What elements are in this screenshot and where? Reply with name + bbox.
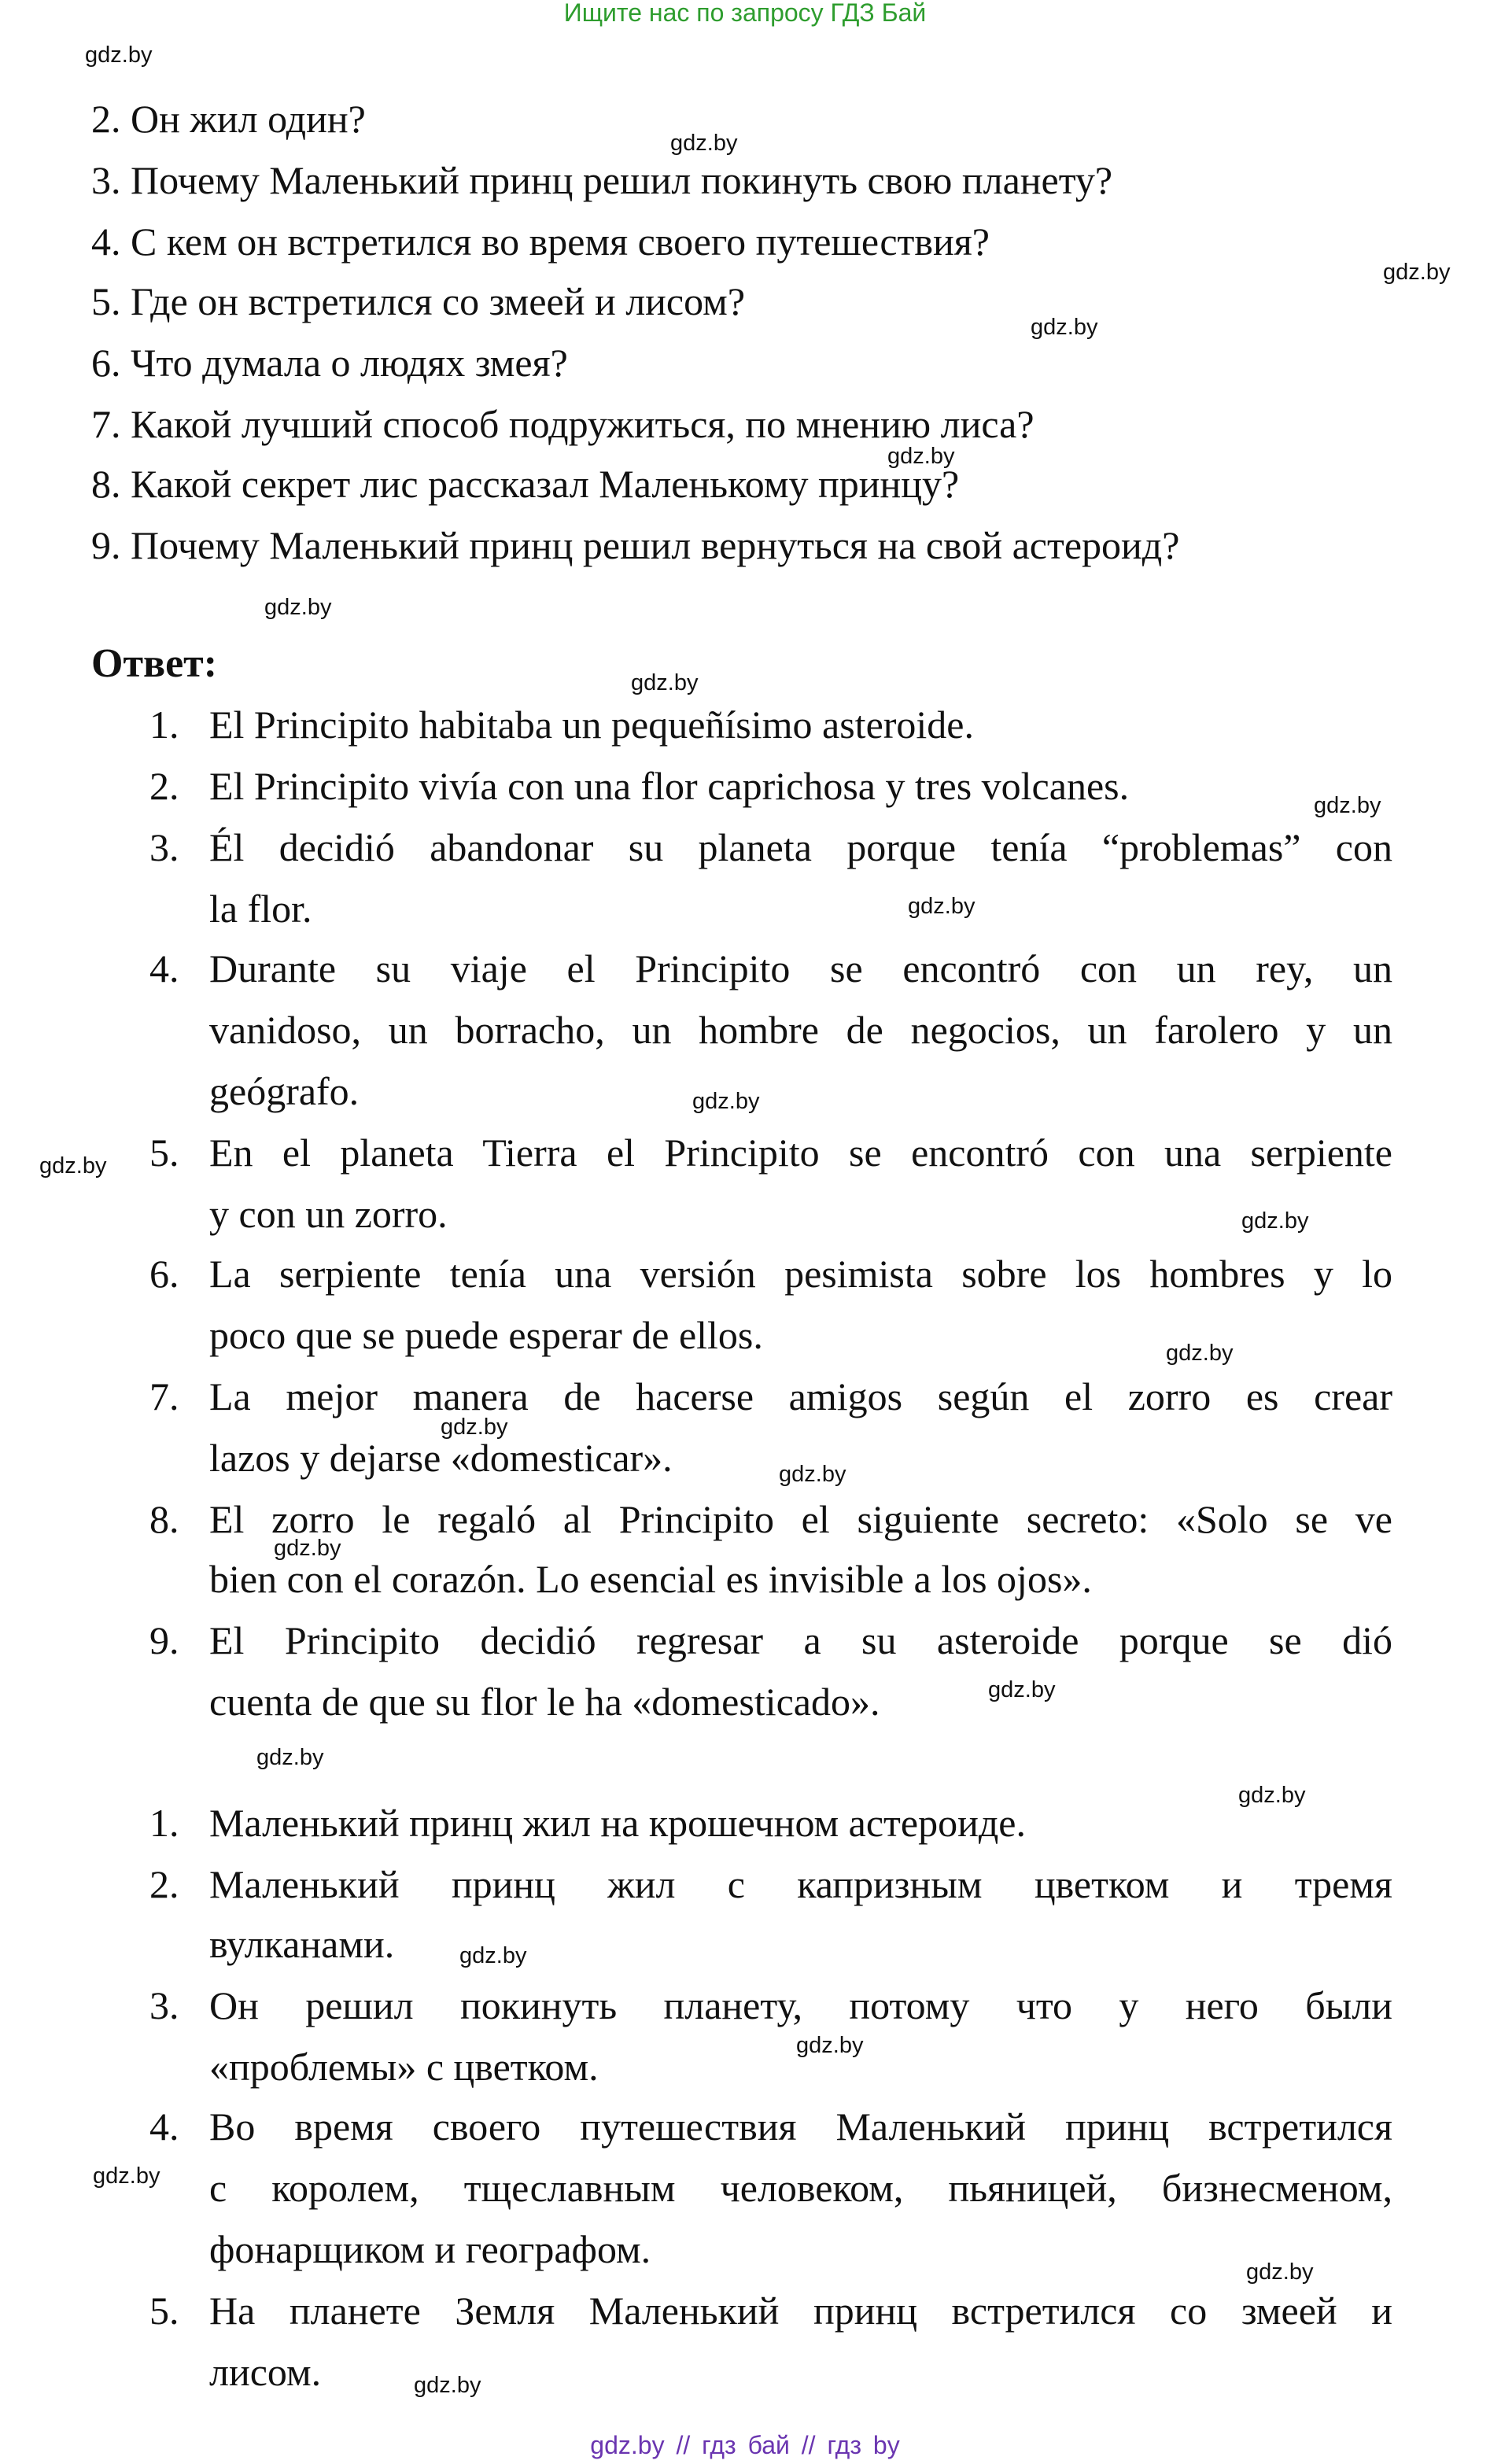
watermark: gdz.by [1238,1783,1306,1808]
watermark: gdz.by [988,1677,1056,1702]
question-text: Почему Маленький принц решил вернуться на свой астероид? [131,523,1180,567]
watermark: gdz.by [1166,1341,1234,1366]
answer-line: Él decidió abandonar su planeta porque tenía “problemas” con [209,825,1392,869]
answer-line: Durante su viaje el Principito se encontró con un rey, un [209,946,1392,990]
answer-line: lazos y dejarse «domesticar». [209,1436,673,1480]
question-number: 7. [91,402,121,446]
answer-number: 3. [149,1983,179,2027]
watermark: gdz.by [93,2163,160,2189]
answer-number: 9. [149,1618,179,1662]
answer-line: Маленький принц жил с капризным цветком и тремя [209,1862,1392,1906]
question-number: 3. [91,158,121,202]
question-number: 2. [91,97,121,141]
question-item [91,404,1035,444]
answer-number: 7. [149,1374,179,1418]
answer-line: geógrafo. [209,1069,360,1113]
answer-line: Он решил покинуть планету, потому что у него были [209,1983,1392,2027]
answer-number: 2. [149,764,179,808]
answer-line: vanidoso, un borracho, un hombre de negocios, un farolero y un [209,1008,1392,1052]
answer-line: фонарщиком и географом. [209,2227,651,2271]
answer-number: 5. [149,2289,179,2333]
question-item [91,341,568,385]
answer-line: вулканами. [209,1922,395,1966]
question-item [91,160,1112,200]
answer-line: «проблемы» с цветком. [209,2045,599,2089]
watermark: gdz.by [264,595,332,620]
watermark: gdz.by [1246,2259,1314,2285]
question-text: Почему Маленький принц решил покинуть свою планету? [131,158,1113,202]
watermark: gdz.by [85,42,153,68]
answer-line: El zorro le regaló al Principito el siguiente secreto: «Solo se ve [209,1497,1392,1541]
watermark: gdz.by [1241,1208,1309,1234]
question-number: 6. [91,341,121,385]
question-text: Он жил один? [131,97,366,141]
answer-number: 4. [149,2104,179,2149]
watermark: gdz.by [631,670,699,695]
watermark: gdz.by [414,2373,481,2398]
question-number: 9. [91,523,121,567]
answer-number: 2. [149,1862,179,1906]
answer-line: с королем, тщеславным человеком, пьяницей, бизнесменом, [209,2166,1392,2210]
question-item [91,279,746,323]
answer-line: la flor. [209,887,312,931]
answer-number: 8. [149,1497,179,1541]
question-item [91,97,366,141]
question-item [91,462,960,506]
answer-line: poco que se puede esperar de ellos. [209,1313,763,1357]
watermark: gdz.by [779,1462,846,1487]
watermark: gdz.by [887,444,955,469]
answer-number: 4. [149,946,179,990]
watermark: gdz.by [459,1943,527,1968]
watermark: gdz.by [796,2033,864,2058]
answer-line: cuenta de que su flor le ha «domesticado». [209,1680,880,1724]
question-number: 8. [91,462,121,506]
watermark: gdz.by [1031,315,1098,340]
watermark: gdz.by [256,1745,324,1770]
answer-number: 3. [149,825,179,869]
watermark: gdz.by [1314,793,1381,818]
answer-line: На планете Земля Маленький принц встретился со змеей и [209,2289,1392,2333]
answer-number: 6. [149,1252,179,1296]
answer-line: bien con el corazón. Lo esencial es invisible a los ojos». [209,1557,1092,1601]
watermark: gdz.by [274,1536,341,1561]
watermark: gdz.by [670,131,738,156]
answer-line: El Principito decidió regresar a su asteroide porque se dió [209,1618,1392,1662]
bottom-banner: gdz.by // гдз бай // гдз by [590,2431,900,2459]
watermark: gdz.by [692,1089,760,1114]
watermark: gdz.by [39,1153,107,1179]
question-number: 5. [91,279,121,323]
answer-line: лисом. [209,2350,322,2394]
answer-number: 1. [149,1801,179,1845]
question-text: Какой лучший способ подружиться, по мнению лиса? [131,402,1035,446]
top-banner: Ищите нас по запросу ГДЗ Бай [563,0,927,27]
question-text: Какой секрет лис рассказал Маленькому принцу? [131,462,960,506]
question-item [91,523,1180,567]
answer-line: El Principito vivía con una flor caprichosa y tres volcanes. [209,764,1130,808]
answer-line: Маленький принц жил на крошечном астероиде. [209,1801,1026,1845]
watermark: gdz.by [1383,260,1451,285]
watermark: gdz.by [908,894,976,919]
watermark: gdz.by [441,1415,508,1440]
question-number: 4. [91,219,121,264]
question-text: С кем он встретился во время своего путешествия? [131,219,990,264]
question-item [91,219,990,264]
answer-number: 1. [149,703,179,747]
answer-line: La serpiente tenía una versión pesimista sobre los hombres y lo [209,1252,1392,1296]
answer-number: 5. [149,1131,179,1175]
answer-line: y con un zorro. [209,1192,448,1236]
answer-line: Во время своего путешествия Маленький принц встретился [209,2104,1392,2149]
question-text: Что думала о людях змея? [131,341,568,385]
answer-heading: Ответ: [91,641,218,686]
question-text: Где он встретился со змеей и лисом? [131,279,746,323]
answer-line: La mejor manera de hacerse amigos según el zorro es crear [209,1374,1392,1418]
answer-line: El Principito habitaba un pequeñísimo asteroide. [209,703,974,747]
answer-line: En el planeta Tierra el Principito se encontró con una serpiente [209,1131,1392,1175]
